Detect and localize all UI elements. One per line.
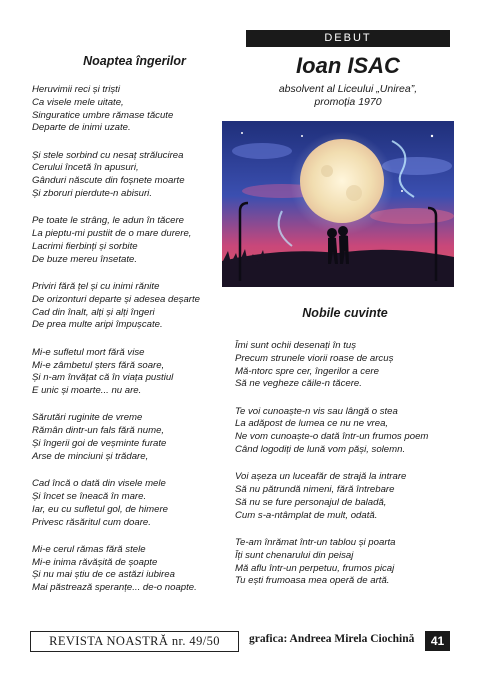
poem-nobile-cuvinte: [235, 306, 455, 603]
stanza: [32, 544, 237, 595]
stanza: [235, 340, 455, 391]
page-number: 41: [425, 631, 450, 651]
verse-line: Mi-e cerul rămas fără stele: [32, 543, 146, 555]
verse-line: Cerului încetă în apusuri,: [32, 162, 139, 174]
verse-line: Singuratice umbre rămase tăcute: [32, 109, 174, 121]
poem-body: [235, 340, 455, 588]
moon-couple-painting: [222, 121, 454, 287]
stanza: [235, 537, 455, 588]
verse-line: Cum s-a-ntâmplat de mult, odată.: [235, 509, 378, 521]
poem-title: Noaptea îngerilor: [83, 54, 186, 68]
verse-line: Mă-ntorc spre cer, îngerilor a cere: [235, 365, 379, 377]
verse-line: E unic și moarte... nu are.: [32, 385, 142, 397]
verse-line: De prea multe aripi împușcate.: [32, 319, 163, 331]
verse-line: Mă aflu într-un perpetuu, frumos picaj: [235, 562, 395, 574]
verse-line: La adăpost de lumea ce nu ne vrea,: [235, 418, 389, 430]
verse-line: Privesc răsăritul cum doare.: [32, 516, 151, 528]
author-name: Ioan ISAC: [296, 53, 400, 78]
poem-body: [32, 84, 237, 595]
stanza: [235, 471, 455, 522]
verse-line: Te voi cunoaște-n vis sau lângă o stea: [235, 405, 398, 417]
stanza: [32, 478, 237, 529]
verse-line: Precum strunele viorii roase de arcuș: [235, 352, 394, 364]
verse-line: Ne vom cunoaște-o dată într-un frumos poem: [235, 431, 429, 443]
verse-line: De buze mereu însetate.: [32, 253, 138, 265]
poem-noaptea-ingerilor: [32, 54, 237, 610]
verse-line: Heruvimii reci și triști: [32, 84, 120, 95]
verse-line: Să nu se fure personajul de baladă,: [235, 496, 387, 508]
verse-line: Lacrimi fierbinți și sorbite: [32, 240, 138, 252]
author-class: promoția 1970: [314, 96, 382, 108]
verse-line: De orizonturi departe și adesea deșarte: [32, 293, 200, 305]
verse-line: Și zboruri pierdute-n abisuri.: [32, 188, 152, 200]
magazine-issue: REVISTA NOASTRĂ nr. 49/50: [30, 631, 239, 652]
verse-line: Mi-e zâmbetul șters fără soare,: [32, 359, 165, 371]
stanza: [32, 281, 237, 332]
verse-line: Gânduri născute din foșnete moarte: [32, 175, 185, 187]
stanza: [32, 412, 237, 463]
verse-line: Și încet se îneacă în mare.: [32, 490, 147, 502]
stanza: [32, 150, 237, 201]
verse-line: Mi-e sufletul mort fără vise: [32, 346, 145, 358]
verse-line: Să nu pătrundă nimeni, fără întrebare: [235, 484, 395, 496]
verse-line: Îți sunt chenarului din peisaj: [235, 549, 354, 561]
verse-line: Tu ești frumoasa mea operă de artă.: [235, 575, 390, 587]
stanza: [32, 84, 237, 135]
verse-line: Când logodiți de lună vom păși, solemn.: [235, 444, 406, 456]
poem-title: Nobile cuvinte: [302, 306, 388, 320]
verse-line: Și n-am învățat că în viața pustiul: [32, 372, 174, 384]
illustration-credit: grafica: Andreea Mirela Ciochină: [249, 633, 415, 645]
verse-line: Iar, eu cu sufletul gol, de himere: [32, 503, 168, 515]
verse-line: La pieptu-mi pustiit de o mare durere,: [32, 228, 192, 240]
verse-line: Mai păstrează speranțe... de-o noapte.: [32, 582, 197, 594]
verse-line: Cad din înalt, alți și alți îngeri: [32, 306, 155, 318]
stanza: [235, 406, 455, 457]
verse-line: Arse de minciuni și trădare,: [32, 450, 149, 462]
author-school: absolvent al Liceului „Unirea”,: [278, 83, 418, 95]
verse-line: Pe toate le strâng, le adun în tăcere: [32, 215, 185, 227]
verse-line: Cad încă o dată din visele mele: [32, 478, 166, 490]
verse-line: Să ne vegheze căile-n tăcere.: [235, 378, 362, 390]
verse-line: Departe de inimi uzate.: [32, 122, 131, 134]
illustration: [222, 121, 454, 287]
verse-line: Mi-e inima răvășită de șoapte: [32, 556, 158, 568]
verse-line: Voi așeza un luceafăr de strajă la intrare: [235, 471, 407, 483]
stanza: [32, 347, 237, 398]
verse-line: Priviri fără țel și cu inimi rănite: [32, 281, 160, 293]
verse-line: Îmi sunt ochii desenați în tuș: [235, 340, 357, 351]
stanza: [32, 215, 237, 266]
verse-line: Ca visele mele uitate,: [32, 96, 124, 108]
verse-line: Și nu mai știu de ce astăzi iubirea: [32, 569, 175, 581]
verse-line: Și stele sorbind cu nesaț strălucirea: [32, 149, 184, 161]
verse-line: Sărutări ruginite de vreme: [32, 412, 143, 424]
author-header: [246, 30, 450, 109]
verse-line: Te-am înrămat într-un tablou și poarta: [235, 537, 396, 549]
verse-line: Și îngerii goi de veșminte furate: [32, 438, 167, 450]
verse-line: Rămân dintr-un fals fără nume,: [32, 425, 165, 437]
section-label: DEBUT: [246, 30, 450, 47]
